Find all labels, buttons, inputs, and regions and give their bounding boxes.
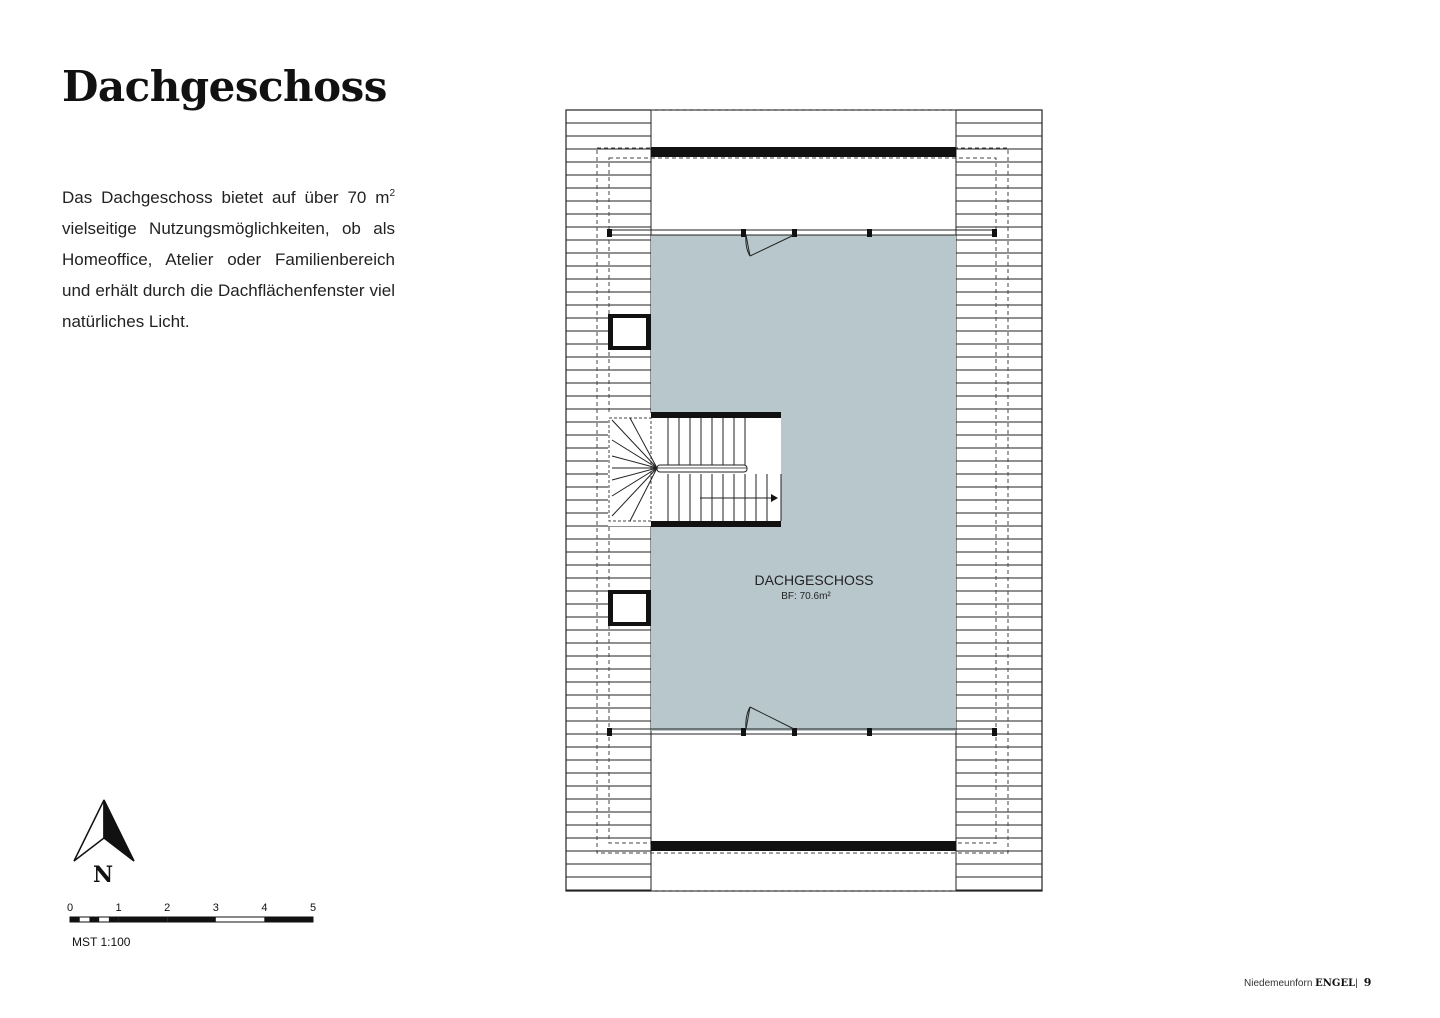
scale-segment (119, 917, 168, 922)
scale-segment (264, 917, 313, 922)
north-arrow-icon (74, 800, 134, 888)
footer-separator: | (1355, 978, 1358, 989)
page-footer (1244, 976, 1371, 989)
gable-wall-top (651, 147, 956, 157)
scale-tick-label: 5 (309, 902, 317, 914)
north-label: N (92, 862, 114, 888)
scale-label: MST 1:100 (72, 935, 131, 949)
room-name-label: DACHGESCHOSS (754, 572, 874, 588)
scale-segment (70, 917, 80, 922)
gable-wall-bottom (651, 841, 956, 851)
scale-segment (109, 917, 119, 922)
scale-tick-label: 0 (66, 902, 74, 914)
scale-tick-label: 4 (261, 902, 268, 914)
description-main: Das Dachgeschoss bietet auf über 70 m (62, 188, 390, 207)
room-area-label: BF: 70.6m² (781, 591, 831, 602)
description-rest: vielseitige Nutzungsmöglichkeiten, ob als Homeoffice, Atelier oder Familienbereich und erhält durch die Dachflächenfenster viel natürliches Licht. (62, 219, 395, 331)
description-superscript: 2 (389, 188, 395, 199)
staircase (608, 412, 781, 527)
scale-segment (89, 917, 99, 922)
scale-tick-label: 2 (164, 902, 171, 914)
footer-location: Niedemeunforn (1244, 978, 1313, 989)
scale-bar (67, 902, 316, 949)
scale-tick-label: 1 (115, 902, 122, 914)
footer-brand: ENGEL (1315, 978, 1356, 989)
scale-tick-label: 3 (212, 902, 219, 914)
page-title: Dachgeschoss (62, 62, 387, 111)
scale-segment (167, 917, 216, 922)
page-number: 9 (1363, 976, 1372, 989)
